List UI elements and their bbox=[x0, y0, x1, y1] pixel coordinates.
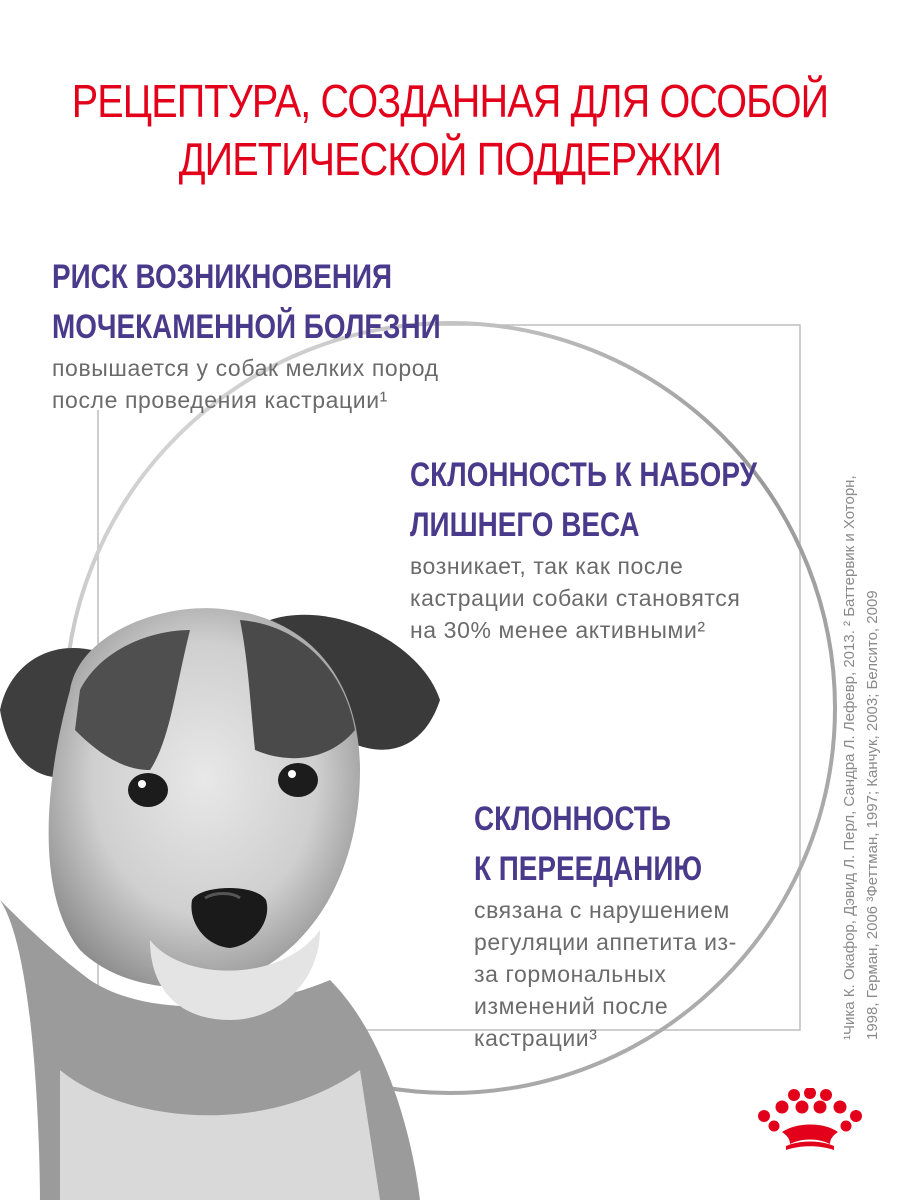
title-line-1: РЕЦЕПТУРА, СОЗДАННАЯ ДЛЯ ОСОБОЙ bbox=[71, 75, 829, 127]
benefit-heading-line: ЛИШНЕГО ВЕСА bbox=[410, 506, 640, 544]
title-line-2: ДИЕТИЧЕСКОЙ ПОДДЕРЖКИ bbox=[178, 133, 722, 185]
reference-line: ¹Чика К. Окафор, Дэвид Л. Перл, Сандра Л. Лефевр, 2013. ² Баттервик и Хоторн, bbox=[841, 475, 858, 1040]
benefit-description-line: кастрации собаки становятся bbox=[410, 585, 741, 611]
benefit-heading-line: СКЛОННОСТЬ К НАБОРУ bbox=[410, 456, 757, 494]
benefit-description-line: кастрации³ bbox=[474, 1025, 598, 1051]
benefit-heading bbox=[52, 252, 441, 352]
benefit-description bbox=[410, 550, 833, 646]
benefit-description bbox=[474, 894, 752, 1054]
benefit-description bbox=[52, 352, 526, 416]
benefit-description-line: регуляции аппетита из- bbox=[474, 929, 737, 955]
benefit-urolithiasis bbox=[52, 252, 526, 416]
page-title bbox=[63, 72, 837, 188]
benefit-description-line: изменений после bbox=[474, 993, 669, 1019]
benefit-heading-line: РИСК ВОЗНИКНОВЕНИЯ bbox=[52, 258, 393, 296]
benefit-description-line: связана с нарушением bbox=[474, 897, 730, 923]
benefit-heading-line: К ПЕРЕЕДАНИЮ bbox=[474, 850, 703, 888]
benefit-description-line: возникает, так как после bbox=[410, 553, 684, 579]
benefit-description-line: за гормональных bbox=[474, 961, 667, 987]
benefit-heading-line: МОЧЕКАМЕННОЙ БОЛЕЗНИ bbox=[52, 308, 441, 346]
benefit-overeating bbox=[474, 794, 752, 1054]
dog-illustration bbox=[0, 600, 470, 1200]
reference-line: 1998, Герман, 2006 ³Феттман, 1997; Канчук, 2003; Белсито, 2009 bbox=[864, 590, 881, 1040]
benefit-heading-line: СКЛОННОСТЬ bbox=[474, 800, 671, 838]
benefit-weight-gain bbox=[410, 450, 833, 646]
royal-crown-logo-icon bbox=[752, 1088, 868, 1152]
benefit-description-line: повышается у собак мелких пород bbox=[52, 355, 439, 381]
benefit-heading bbox=[474, 794, 702, 894]
benefit-description-line: после проведения кастрации¹ bbox=[52, 387, 388, 413]
benefit-description-line: на 30% менее активными² bbox=[410, 617, 706, 643]
benefit-heading bbox=[410, 450, 757, 550]
references-footnote bbox=[838, 250, 884, 1040]
